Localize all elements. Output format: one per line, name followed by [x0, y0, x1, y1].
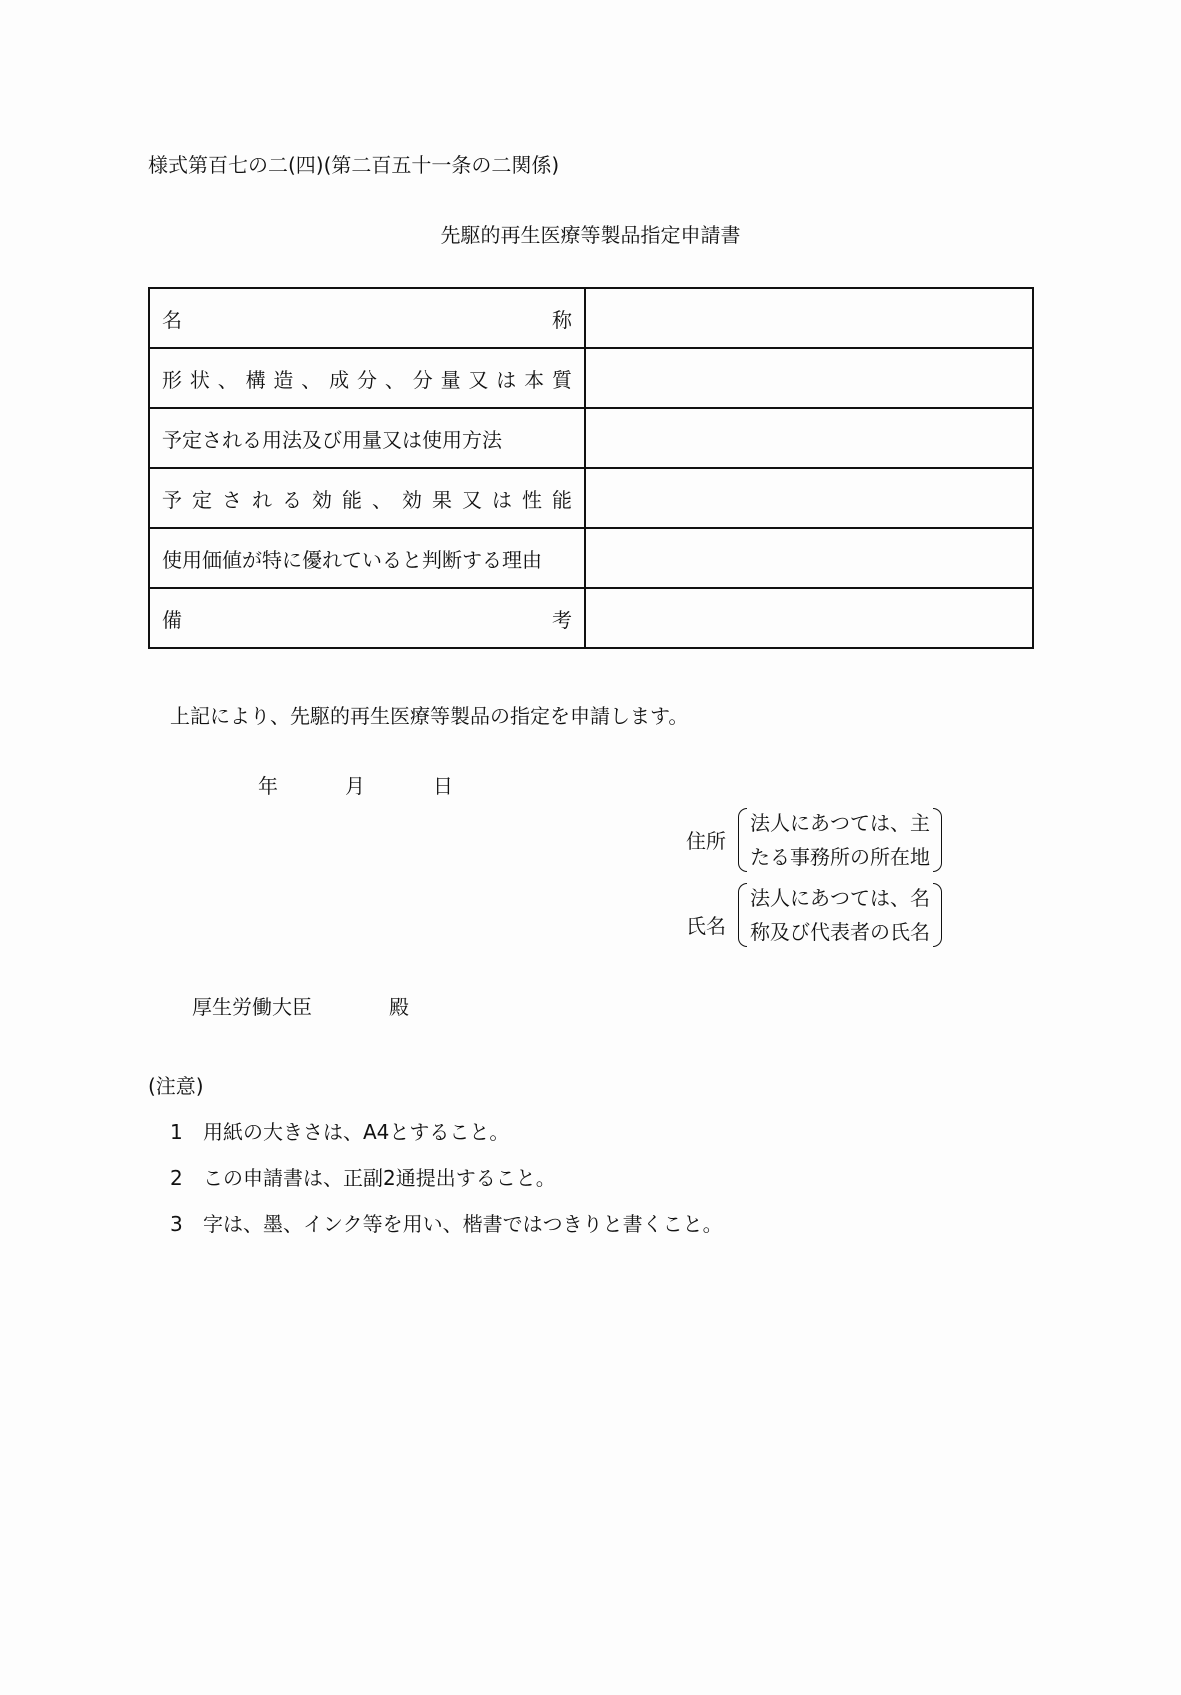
label-cell — [149, 348, 585, 408]
value-cell-name[interactable] — [585, 288, 1033, 348]
statement: 上記により、先駆的再生医療等製品の指定を申請します。 — [170, 704, 689, 728]
name-note-line: 称及び代表者の氏名 — [750, 920, 930, 944]
label-cell — [149, 408, 585, 468]
address-label: 住所 — [686, 829, 726, 853]
label-text: 予定される用法及び用量又は使用方法 — [162, 427, 502, 452]
name-note — [750, 881, 930, 949]
form-number: 様式第百七の二(四)(第二百五十一条の二関係) — [148, 153, 560, 177]
date-day: 日 — [433, 774, 453, 798]
value-cell[interactable] — [585, 528, 1033, 588]
note-text: 字は、墨、インク等を用い、楷書ではつきりと書くこと。 — [203, 1212, 723, 1236]
label-text: 備 — [162, 607, 182, 632]
value-cell[interactable] — [585, 408, 1033, 468]
notes-heading: (注意) — [148, 1074, 204, 1098]
table-row — [149, 408, 1033, 468]
label-text: 称 — [552, 307, 572, 332]
addressee-honorific: 殿 — [389, 995, 409, 1019]
date-year: 年 — [258, 774, 278, 798]
date-month: 月 — [345, 774, 365, 798]
value-cell[interactable] — [585, 348, 1033, 408]
note-text: この申請書は、正副2通提出すること。 — [203, 1166, 556, 1190]
label-text: 考 — [552, 607, 572, 632]
document-title: 先駆的再生医療等製品指定申請書 — [440, 223, 741, 247]
label-text: 形状、構造、成分、分量又は本質 — [162, 367, 572, 392]
note-text: 用紙の大きさは、A4とすること。 — [203, 1120, 510, 1144]
label-text: 予定される効能、効果又は性能 — [162, 487, 572, 512]
note-number: 2 — [170, 1166, 183, 1190]
label-cell — [149, 588, 585, 648]
label-text: 使用価値が特に優れていると判断する理由 — [162, 547, 542, 572]
table-row — [149, 588, 1033, 648]
application-table — [148, 287, 1034, 649]
label-cell — [149, 468, 585, 528]
table-row — [149, 468, 1033, 528]
addressee-name: 厚生労働大臣 — [192, 995, 312, 1019]
name-note-line: 法人にあつては、名 — [750, 886, 930, 910]
label-cell — [149, 528, 585, 588]
note-number: 3 — [170, 1212, 183, 1236]
name-label: 氏名 — [686, 914, 726, 938]
address-note-line: 法人にあつては、主 — [750, 811, 930, 835]
address-note — [750, 806, 930, 874]
table-row — [149, 348, 1033, 408]
label-cell — [149, 288, 585, 348]
value-cell-remarks[interactable] — [585, 588, 1033, 648]
label-text: 名 — [162, 307, 182, 332]
table-row — [149, 288, 1033, 348]
address-note-line: たる事務所の所在地 — [750, 845, 930, 869]
value-cell[interactable] — [585, 468, 1033, 528]
note-number: 1 — [170, 1120, 183, 1144]
table-row — [149, 528, 1033, 588]
